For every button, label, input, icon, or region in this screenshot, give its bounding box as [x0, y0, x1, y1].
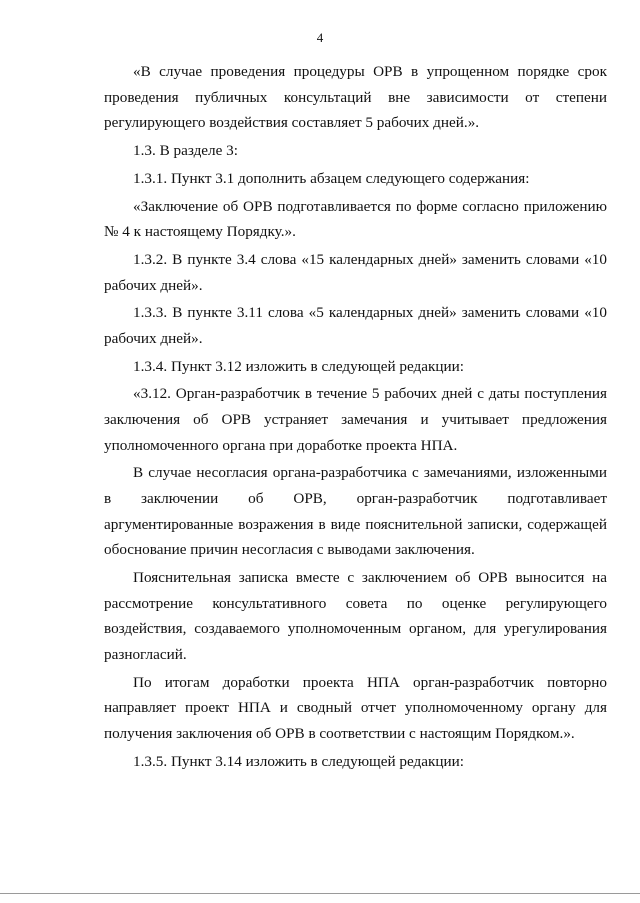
- paragraph-item-1-3-4: 1.3.4. Пункт 3.12 изложить в следующей редакции:: [133, 357, 464, 375]
- paragraph-item-1-3-2: 1.3.2. В пункте 3.4 слова «15 календарных дней» заменить словами «10 рабочих дней».: [104, 250, 607, 294]
- paragraph-clause-3-12: «3.12. Орган-разработчик в течение 5 рабочих дней с даты поступления заключения об ОРВ устраняет замечания и учитывает предложения уполномоченного органа при доработке проекта НПА.: [104, 385, 607, 454]
- paragraph-simplified-procedure-term: «В случае проведения процедуры ОРВ в упрощенном порядке срок проведения публичных консультаций вне зависимости от степени регулирующего воздействия составляет 5 рабочих дней.».: [104, 63, 607, 132]
- paragraph-item-1-3-5: 1.3.5. Пункт 3.14 изложить в следующей редакции:: [133, 752, 464, 770]
- document-body: [104, 59, 607, 776]
- paragraph-item-1-3-1: 1.3.1. Пункт 3.1 дополнить абзацем следующего содержания:: [133, 169, 530, 187]
- paragraph-explanatory-note: Пояснительная записка вместе с заключением об ОРВ выносится на рассмотрение консультативного совета по оценке регулирующего воздействия, создаваемого уполномоченным органом, для урегулирования разногласий.: [104, 568, 607, 663]
- paragraph-revision-results: По итогам доработки проекта НПА орган-разработчик повторно направляет проект НПА и сводный отчет уполномоченному органу для получения заключения об ОРВ в соответствии с настоящим Порядком.».: [104, 673, 607, 742]
- paragraph-disagreement: В случае несогласия органа-разработчика с замечаниями, изложенными в заключении об ОРВ, орган-разработчик подготавливает аргументированные возражения в виде пояснительной записки, содержащей обоснование причин несогласия с выводами заключения.: [104, 464, 607, 559]
- paragraph-conclusion-form: «Заключение об ОРВ подготавливается по форме согласно приложению № 4 к настоящему Порядку.».: [104, 197, 607, 241]
- paragraph-section-1-3: 1.3. В разделе 3:: [133, 141, 238, 159]
- paragraph-item-1-3-3: 1.3.3. В пункте 3.11 слова «5 календарных дней» заменить словами «10 рабочих дней».: [104, 304, 607, 347]
- page-number: 4: [316, 30, 324, 45]
- bottom-edge-rule: [0, 893, 640, 894]
